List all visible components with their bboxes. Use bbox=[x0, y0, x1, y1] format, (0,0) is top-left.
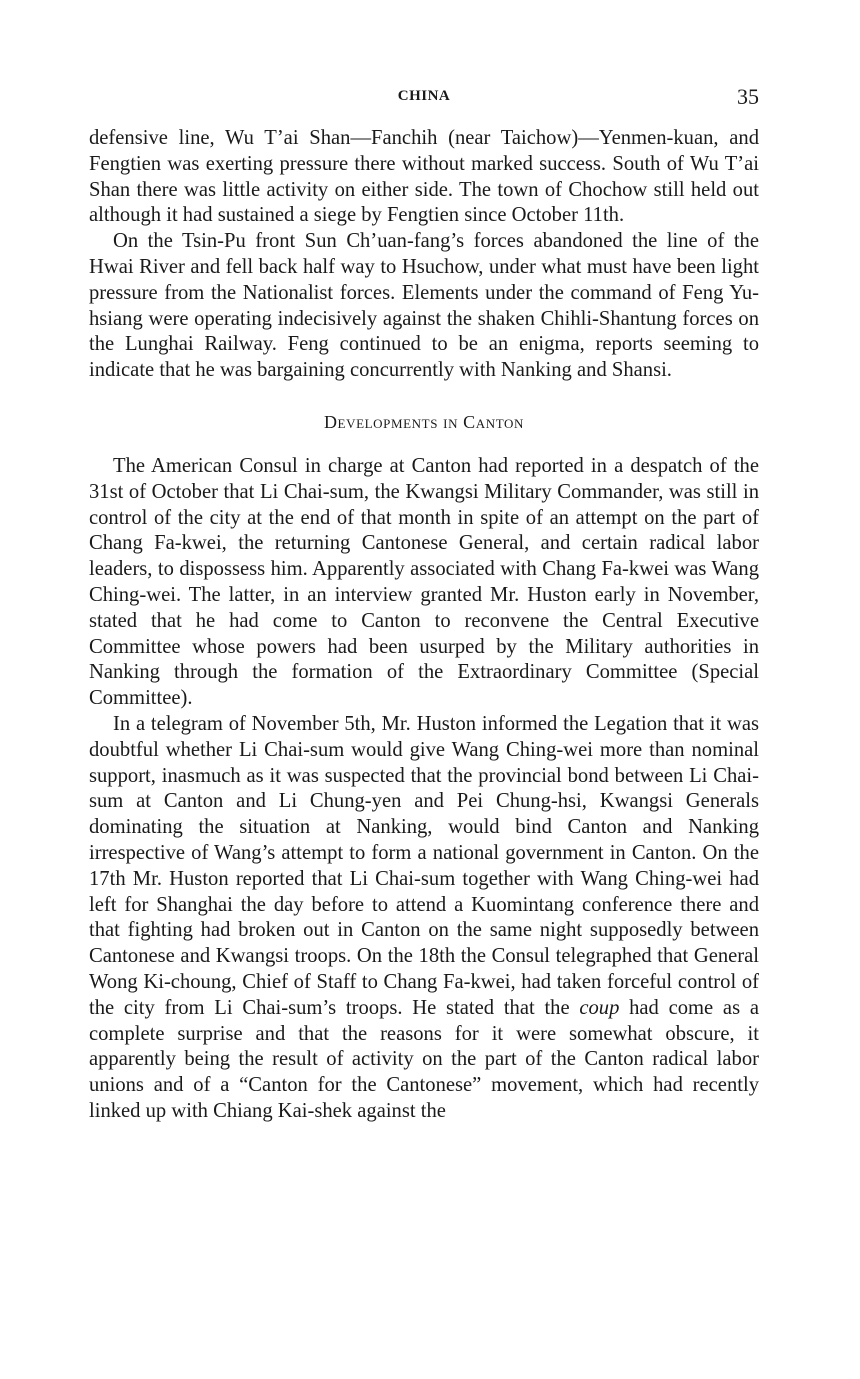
telegram-text-part-1: In a telegram of November 5th, Mr. Huston informed the Legation that it was doubtful whether Li Chai-sum would give Wang Ching-wei more than nominal support, inasmuch as it was suspected that the provincial bond between Li Chai-sum at Canton and Li Chung-yen and Pei Chung-hsi, Kwangsi Generals dominating the situation at Nanking, would bind Canton and Nanking irrespective of Wang’s attempt to form a national government in Canton. On the 17th Mr. Huston reported that Li Chai-sum together with Wang Ching-wei had left for Shanghai the day before to attend a Kuomintang conference there and that fighting had broken out in Canton on the same night supposedly between Cantonese and Kwangsi troops. On the 18th the Consul telegraphed that General Wong Ki-choung, Chief of Staff to Chang Fa-kwei, had taken forceful control of the city from Li Chai-sum’s troops. He stated that the bbox=[89, 712, 759, 1019]
body-text bbox=[89, 126, 759, 1125]
paragraph-american-consul: The American Consul in charge at Canton had reported in a despatch of the 31st of October that Li Chai-sum, the Kwangsi Military Commander, was still in control of the city at the end of that month in spite of an attempt on the part of Chang Fa-kwei, the returning Cantonese General, and certain radical labor leaders, to dispossess him. Apparently associated with Chang Fa-kwei was Wang Ching-wei. The latter, in an interview granted Mr. Huston early in November, stated that he had come to Canton to reconvene the Central Executive Committee whose powers had been usurped by the Military authorities in Nanking through the formation of the Extraordinary Committee (Special Committee). bbox=[89, 454, 759, 710]
paragraph-defensive-line: defensive line, Wu T’ai Shan—Fanchih (near Taichow)—Yenmen-kuan, and Fengtien was exerting pressure there without marked success. South of Wu T’ai Shan there was little activity on either side. The town of Chochow still held out although it had sustained a siege by Fengtien since October 11th. bbox=[89, 127, 759, 227]
section-heading: Developments in Canton bbox=[323, 411, 525, 432]
paragraph-telegram bbox=[89, 712, 759, 1125]
page-header bbox=[89, 84, 759, 112]
paragraph-tsin-pu-front: On the Tsin-Pu front Sun Ch’uan-fang’s forces abandoned the line of the Hwai River and fell back half way to Hsuchow, under what must have been light pressure from the Nationalist forces. Elements under the command of Feng Yu-hsiang were operating indecisively against the shaken Chihli-Shantung forces on the Lunghai Railway. Feng continued to be an enigma, reports seeming to indicate that he was bargaining concurrently with Nanking and Shansi. bbox=[89, 230, 759, 382]
coup-italic: coup bbox=[579, 996, 620, 1019]
page-number: 35 bbox=[737, 84, 759, 109]
running-head: CHINA bbox=[397, 88, 451, 104]
telegram-text-part-2: had come as a complete surprise and that the reasons for it were somewhat obscure, it apparently being the result of activity on the part of the Canton radical labor unions and of a “Canton for the Cantonese” movement, which had recently linked up with Chiang Kai-shek against the bbox=[89, 996, 759, 1122]
